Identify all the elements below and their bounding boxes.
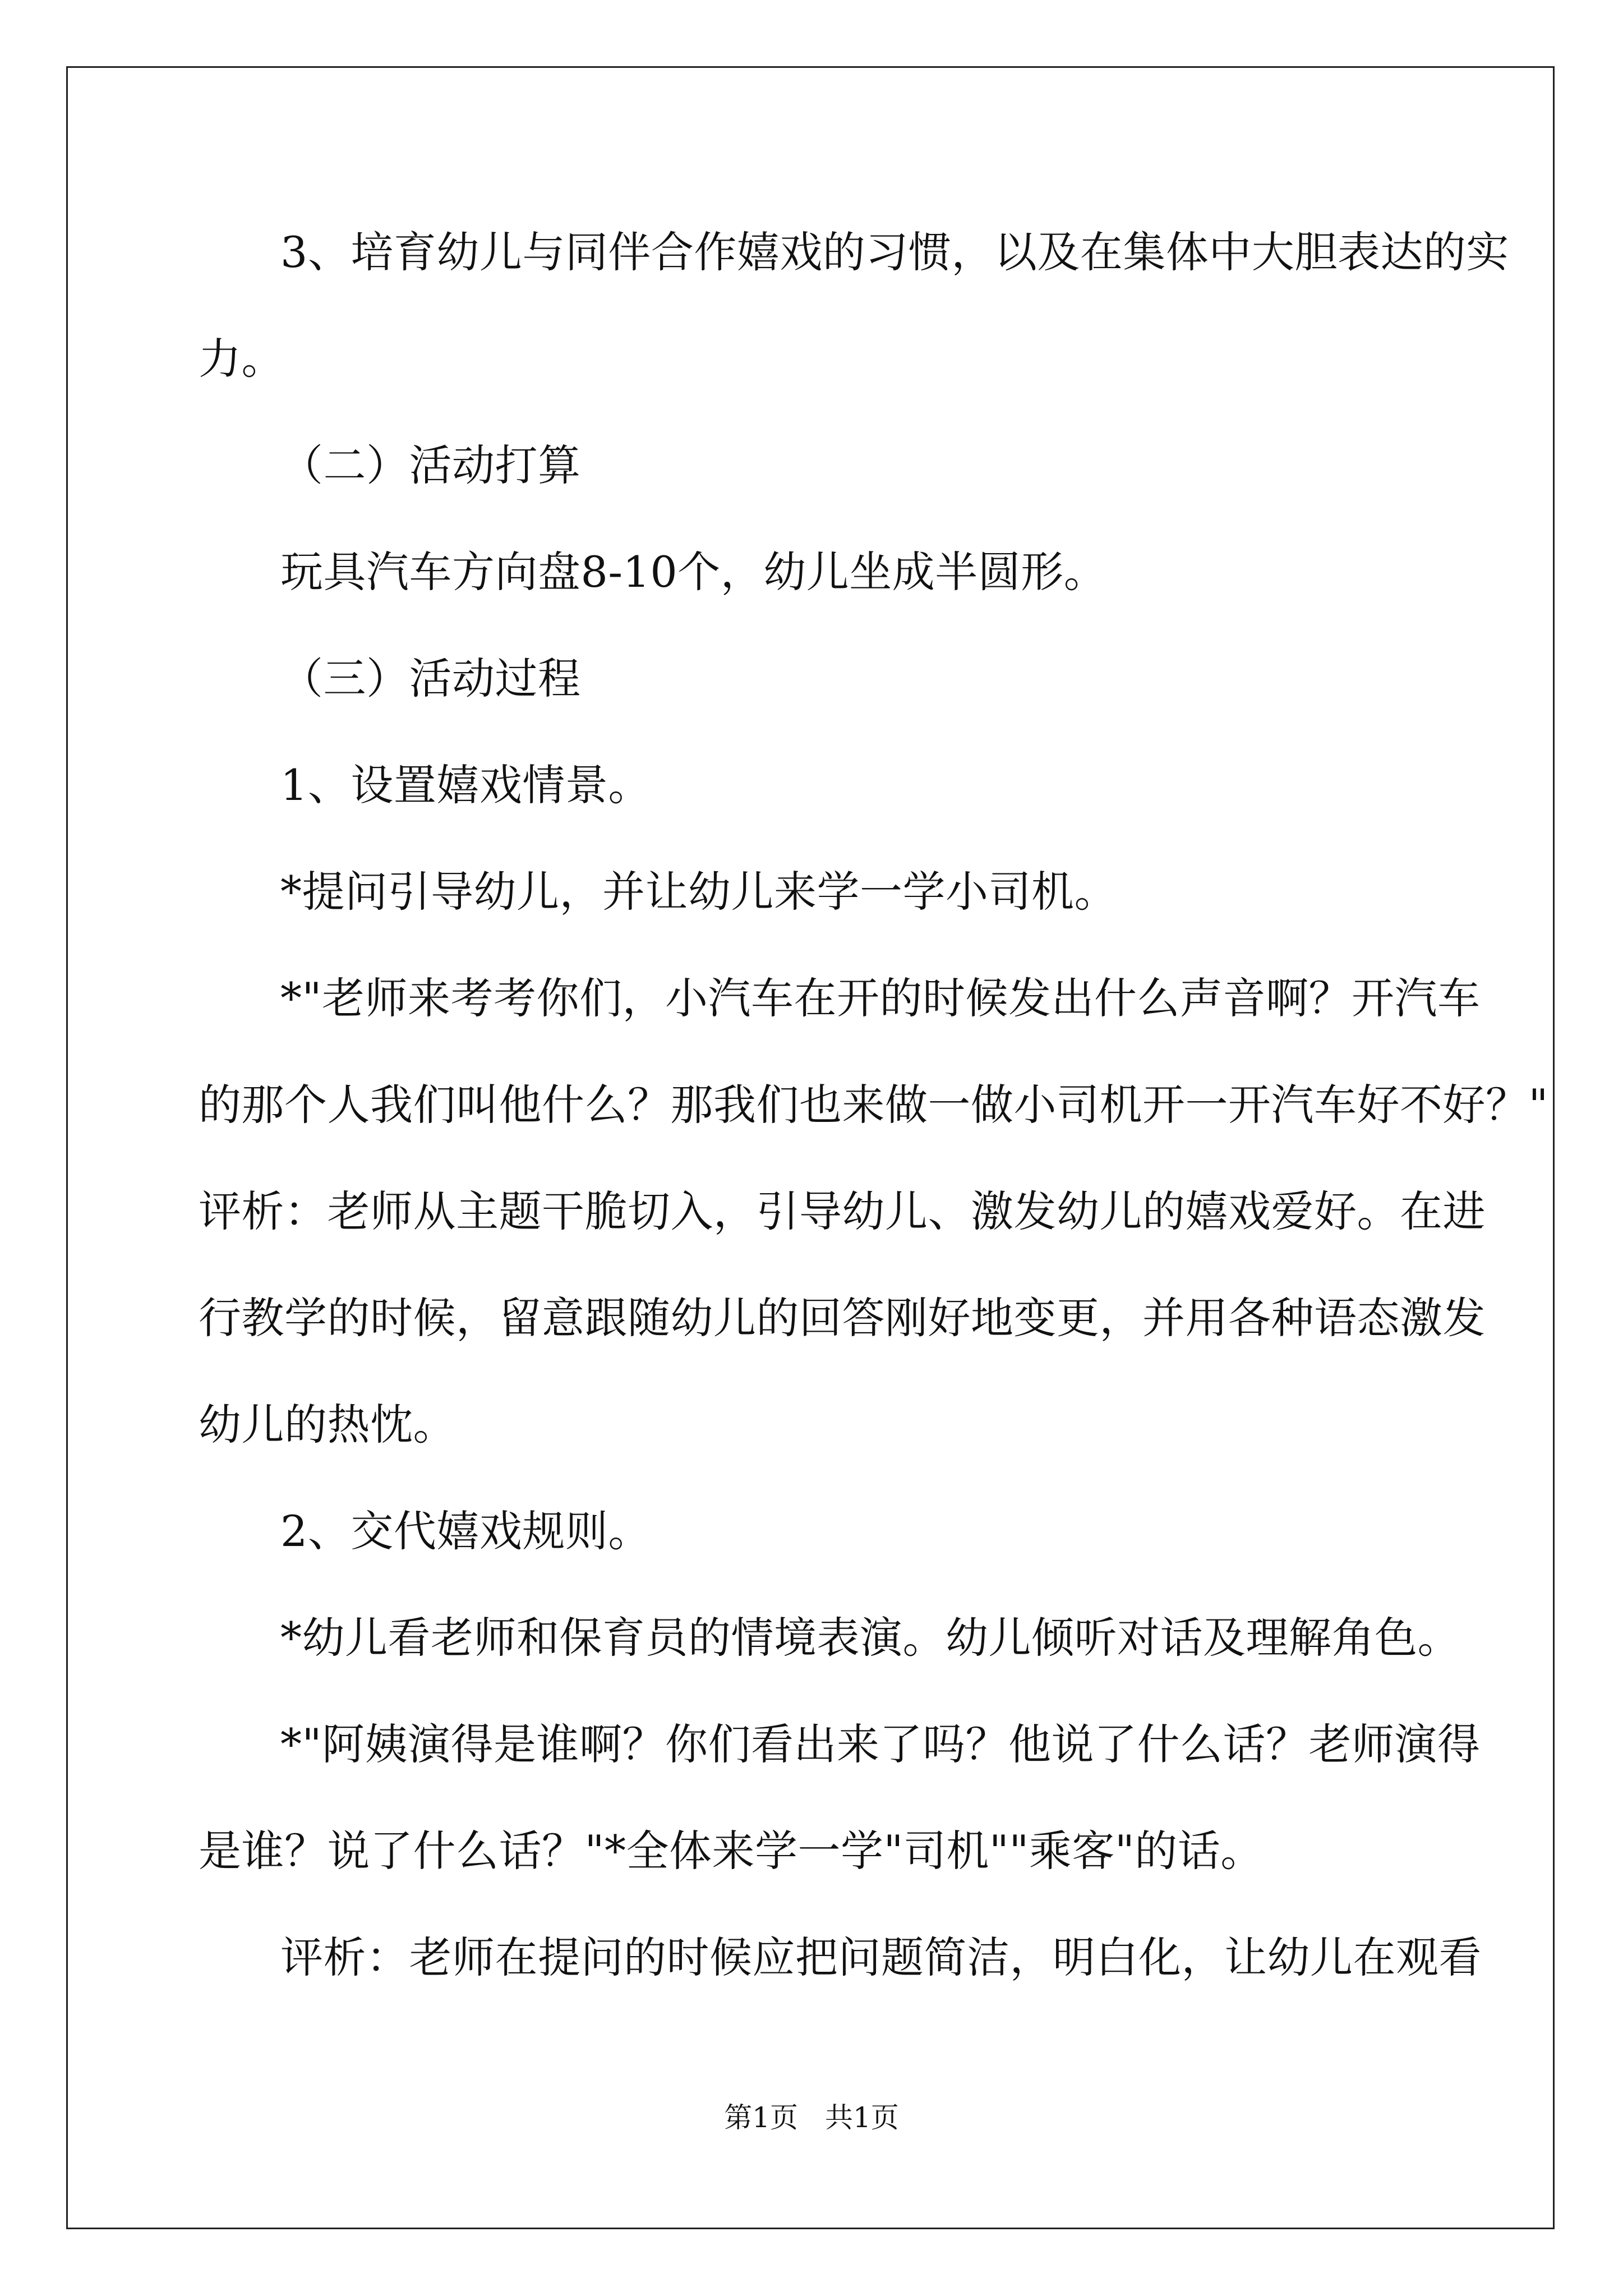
page-border: [66, 66, 1555, 2229]
paragraph-line: 3、培育幼儿与同伴合作嬉戏的习惯，以及在集体中大胆表达的实: [280, 227, 1509, 277]
paragraph-line: *"老师来考考你们，小汽车在开的时候发出什么声音啊？开汽车: [280, 973, 1481, 1023]
page-number: 第1页: [724, 2101, 798, 2134]
section-heading: （二）活动打算: [280, 440, 581, 490]
paragraph-line: 是谁？说了什么话？"*全体来学一学"司机""乘客"的话。: [199, 1826, 1264, 1876]
paragraph-line: *"阿姨演得是谁啊？你们看出来了吗？他说了什么话？老师演得: [280, 1719, 1481, 1769]
paragraph-line: 评析：老师从主题干脆切入，引导幼儿、激发幼儿的嬉戏爱好。在进: [199, 1186, 1486, 1236]
paragraph-line: 行教学的时候，留意跟随幼儿的回答刚好地变更，并用各种语态激发: [199, 1293, 1486, 1343]
paragraph-line: 评析：老师在提问的时候应把问题简洁，明白化，让幼儿在观看: [280, 1932, 1482, 1982]
paragraph-line: 力。: [199, 334, 284, 384]
paragraph-line: 1、设置嬉戏情景。: [280, 760, 651, 810]
paragraph-line: 2、交代嬉戏规则。: [280, 1506, 651, 1556]
paragraph-line: 玩具汽车方向盘8-10个，幼儿坐成半圆形。: [280, 547, 1107, 597]
page-footer: [0, 2101, 1623, 2134]
paragraph-line: *提问引导幼儿，并让幼儿来学一学小司机。: [280, 867, 1117, 917]
page-total: 共1页: [825, 2101, 899, 2134]
paragraph-line: 的那个人我们叫他什么？那我们也来做一做小司机开一开汽车好不好？": [199, 1080, 1548, 1130]
paragraph-line: 幼儿的热忱。: [199, 1400, 456, 1450]
paragraph-line: *幼儿看老师和保育员的情境表演。幼儿倾听对话及理解角色。: [280, 1613, 1460, 1663]
section-heading: （三）活动过程: [280, 654, 581, 703]
